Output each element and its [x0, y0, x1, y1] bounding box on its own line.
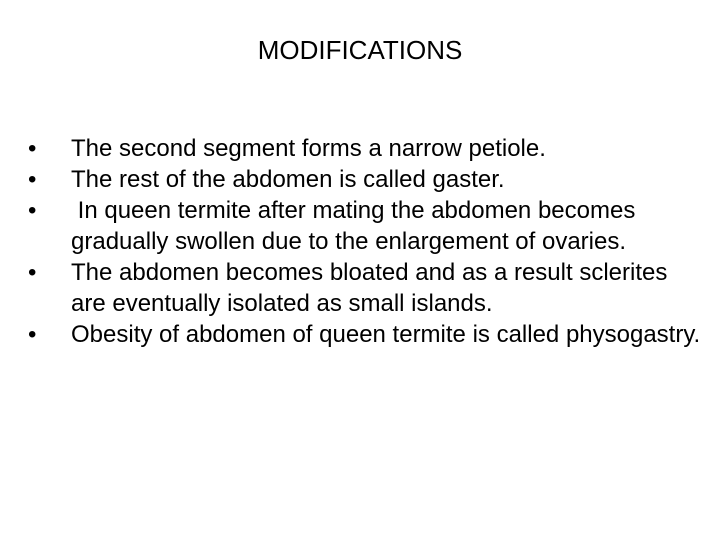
bullet-item [28, 164, 708, 195]
bullet-item [28, 319, 708, 350]
bullet-dot-icon: • [28, 197, 37, 224]
bullet-dot-icon: • [28, 321, 37, 348]
bullet-item [28, 195, 708, 257]
bullet-text: The abdomen becomes bloated and as a result sclerites are eventually isolated as small islands. [71, 259, 668, 317]
bullet-dot-icon: • [28, 259, 37, 286]
bullet-list [28, 133, 708, 350]
bullet-dot-icon: • [28, 135, 37, 162]
bullet-text: Obesity of abdomen of queen termite is called physogastry. [71, 321, 701, 348]
bullet-dot-icon: • [28, 166, 37, 193]
bullet-text: The second segment forms a narrow petiole. [71, 135, 546, 162]
bullet-text: In queen termite after mating the abdomen becomes gradually swollen due to the enlargement of ovaries. [71, 197, 643, 255]
bullet-item [28, 257, 708, 319]
bullet-item [28, 133, 708, 164]
slide-title: MODIFICATIONS [257, 35, 463, 65]
bullet-text: The rest of the abdomen is called gaster. [71, 166, 505, 193]
